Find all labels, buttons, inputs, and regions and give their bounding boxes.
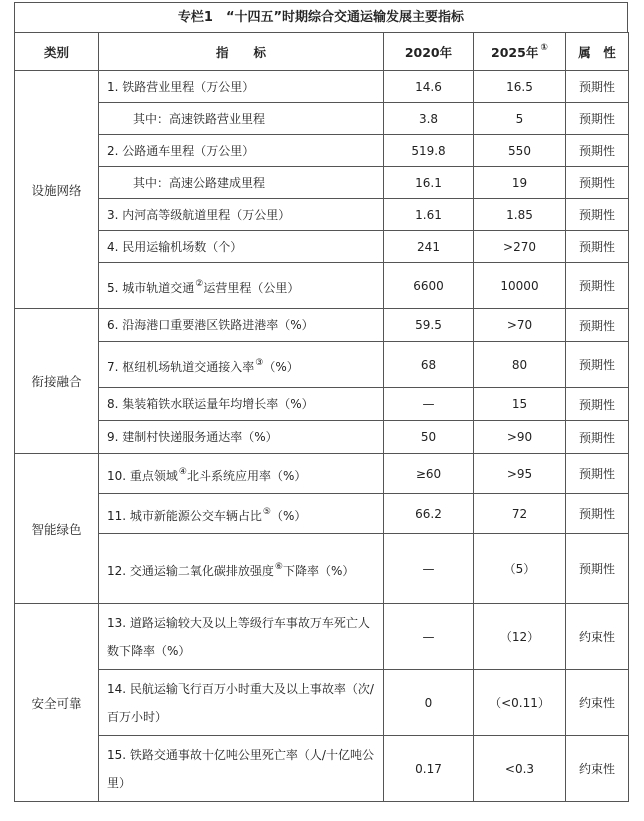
indicator-text: 2. 公路通车里程（万公里） xyxy=(107,143,255,158)
attribute-cell: 预期性 xyxy=(566,388,629,421)
indicator-text: 3. 内河高等级航道里程（万公里） xyxy=(107,207,291,222)
indicator-cell xyxy=(99,736,384,802)
value-2025: >70 xyxy=(474,309,566,342)
value-2020: 59.5 xyxy=(384,309,474,342)
indicator-text: 8. 集装箱铁水联运量年均增长率（%） xyxy=(107,397,314,411)
value-2020: 3.8 xyxy=(384,103,474,135)
value-2020: — xyxy=(384,604,474,670)
table-row xyxy=(15,309,629,342)
table-row xyxy=(15,103,629,135)
value-2020: 6600 xyxy=(384,263,474,309)
table-row xyxy=(15,135,629,167)
indicator-cell xyxy=(99,231,384,263)
table-row xyxy=(15,454,629,494)
value-2025: 10000 xyxy=(474,263,566,309)
indicator-text: 7. 枢纽机场轨道交通接入率 xyxy=(107,359,255,374)
indicator-text-tail: （%） xyxy=(270,508,307,523)
table-row xyxy=(15,342,629,388)
table-row xyxy=(15,604,629,670)
value-2020: — xyxy=(384,388,474,421)
indicator-text: 4. 民用运输机场数（个） xyxy=(107,239,243,254)
category-cell: 衔接融合 xyxy=(15,309,99,454)
attribute-cell: 预期性 xyxy=(566,103,629,135)
value-2025: （5） xyxy=(474,534,566,604)
indicator-text: 12. 交通运输二氧化碳排放强度 xyxy=(107,563,274,578)
attribute-cell: 预期性 xyxy=(566,454,629,494)
footnote-marker: ③ xyxy=(255,357,264,368)
value-2025: （12） xyxy=(474,604,566,670)
header-attribute: 属 性 xyxy=(566,33,629,71)
attribute-cell: 预期性 xyxy=(566,309,629,342)
attribute-cell: 约束性 xyxy=(566,670,629,736)
indicator-text: 13. 道路运输较大及以上等级行车事故万车死亡人数下降率（%） xyxy=(107,615,370,658)
value-2025: 72 xyxy=(474,494,566,534)
indicator-text: 15. 铁路交通事故十亿吨公里死亡率（人/十亿吨公里） xyxy=(107,747,374,790)
indicator-cell xyxy=(99,309,384,342)
value-2025: >90 xyxy=(474,421,566,454)
indicator-table-frame xyxy=(14,2,628,802)
indicator-cell xyxy=(99,454,384,494)
table-row xyxy=(15,71,629,103)
indicator-text-tail: 北斗系统应用率（%） xyxy=(186,468,307,483)
table-row xyxy=(15,263,629,309)
table-row xyxy=(15,736,629,802)
attribute-cell: 约束性 xyxy=(566,736,629,802)
indicator-cell xyxy=(99,263,384,309)
value-2020: 0 xyxy=(384,670,474,736)
value-2025: <0.3 xyxy=(474,736,566,802)
attribute-cell: 预期性 xyxy=(566,199,629,231)
table-title: 专栏1 “十四五”时期综合交通运输发展主要指标 xyxy=(14,2,628,32)
header-2020: 2020年 xyxy=(384,33,474,71)
indicator-cell xyxy=(99,71,384,103)
indicator-text: 9. 建制村快递服务通达率（%） xyxy=(107,430,278,444)
table-row xyxy=(15,670,629,736)
table-row xyxy=(15,388,629,421)
table-row xyxy=(15,167,629,199)
table-row xyxy=(15,494,629,534)
value-2025: 1.85 xyxy=(474,199,566,231)
value-2020: ≥60 xyxy=(384,454,474,494)
indicator-text-tail: 运营里程（公里） xyxy=(203,280,300,295)
value-2020: 0.17 xyxy=(384,736,474,802)
value-2020: 241 xyxy=(384,231,474,263)
indicator-table xyxy=(14,32,629,802)
indicator-cell xyxy=(99,388,384,421)
value-2025: 15 xyxy=(474,388,566,421)
header-2025 xyxy=(474,33,566,71)
header-category: 类别 xyxy=(15,33,99,71)
footnote-marker: ② xyxy=(195,278,204,289)
value-2020: — xyxy=(384,534,474,604)
value-2020: 16.1 xyxy=(384,167,474,199)
indicator-cell xyxy=(99,199,384,231)
indicator-cell xyxy=(99,604,384,670)
attribute-cell: 预期性 xyxy=(566,494,629,534)
value-2025: >270 xyxy=(474,231,566,263)
value-2025: 550 xyxy=(474,135,566,167)
attribute-cell: 预期性 xyxy=(566,342,629,388)
footnote-marker: ① xyxy=(540,42,548,53)
indicator-text: 14. 民航运输飞行百万小时重大及以上事故率（次/百万小时） xyxy=(107,681,374,724)
indicator-text: 6. 沿海港口重要港区铁路进港率（%） xyxy=(107,318,314,332)
table-row xyxy=(15,534,629,604)
value-2025: 16.5 xyxy=(474,71,566,103)
table-row xyxy=(15,231,629,263)
indicator-cell xyxy=(99,342,384,388)
indicator-text: 5. 城市轨道交通 xyxy=(107,280,195,295)
header-row xyxy=(15,33,629,71)
indicator-text: 1. 铁路营业里程（万公里） xyxy=(107,79,255,94)
indicator-cell xyxy=(99,670,384,736)
indicator-text-tail: 下降率（%） xyxy=(282,563,355,578)
value-2020: 14.6 xyxy=(384,71,474,103)
value-2025: （<0.11） xyxy=(474,670,566,736)
footnote-marker: ⑥ xyxy=(274,561,283,572)
attribute-cell: 约束性 xyxy=(566,604,629,670)
attribute-cell: 预期性 xyxy=(566,71,629,103)
category-cell: 智能绿色 xyxy=(15,454,99,604)
value-2020: 519.8 xyxy=(384,135,474,167)
attribute-cell: 预期性 xyxy=(566,167,629,199)
indicator-cell xyxy=(99,167,384,199)
value-2020: 66.2 xyxy=(384,494,474,534)
attribute-cell: 预期性 xyxy=(566,135,629,167)
footnote-marker: ④ xyxy=(178,466,187,477)
table-row xyxy=(15,421,629,454)
value-2020: 68 xyxy=(384,342,474,388)
footnote-marker: ⑤ xyxy=(262,506,271,517)
value-2020: 1.61 xyxy=(384,199,474,231)
attribute-cell: 预期性 xyxy=(566,421,629,454)
category-cell: 设施网络 xyxy=(15,71,99,309)
indicator-cell xyxy=(99,494,384,534)
header-2025-label: 2025年 xyxy=(491,44,539,60)
value-2025: 19 xyxy=(474,167,566,199)
category-cell: 安全可靠 xyxy=(15,604,99,802)
indicator-cell xyxy=(99,103,384,135)
indicator-text: 其中：高速铁路营业里程 xyxy=(133,111,266,126)
value-2025: >95 xyxy=(474,454,566,494)
attribute-cell: 预期性 xyxy=(566,231,629,263)
value-2020: 50 xyxy=(384,421,474,454)
indicator-text: 11. 城市新能源公交车辆占比 xyxy=(107,508,262,523)
indicator-cell xyxy=(99,421,384,454)
indicator-text: 其中：高速公路建成里程 xyxy=(133,175,266,190)
header-indicator: 指 标 xyxy=(99,33,384,71)
attribute-cell: 预期性 xyxy=(566,534,629,604)
value-2025: 80 xyxy=(474,342,566,388)
value-2025: 5 xyxy=(474,103,566,135)
indicator-text: 10. 重点领域 xyxy=(107,468,178,483)
indicator-cell xyxy=(99,135,384,167)
indicator-cell xyxy=(99,534,384,604)
table-body xyxy=(15,71,629,802)
attribute-cell: 预期性 xyxy=(566,263,629,309)
indicator-text-tail: （%） xyxy=(263,359,299,374)
table-row xyxy=(15,199,629,231)
